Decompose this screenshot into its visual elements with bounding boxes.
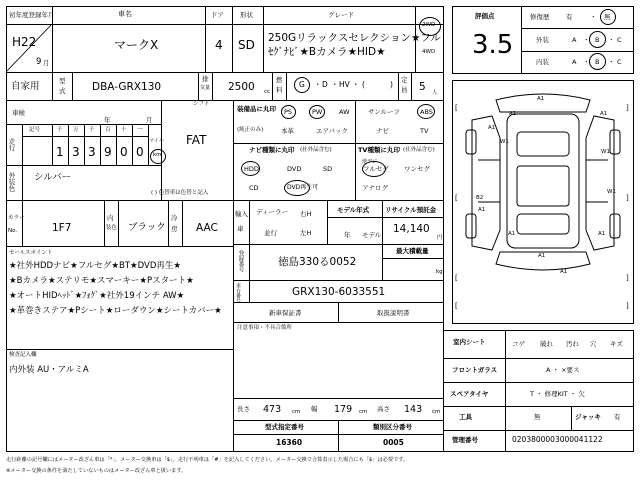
model-label-2: 式 [59, 87, 66, 95]
car-name-label: 車名 [118, 10, 132, 18]
rule [338, 420, 339, 452]
rule [233, 143, 444, 144]
int-c: C [617, 58, 622, 66]
rule [233, 434, 444, 435]
mileage-digit: 0 [120, 145, 128, 159]
use-value: 自家用 [11, 81, 40, 92]
tools-value: 無 [534, 413, 541, 421]
footer-line-2: ※メーター交換の条件を満たしていないものはメーター改ざん車と扱います。 [6, 468, 187, 474]
sales-point-line: ★オートHIDﾍｯﾄﾞ★ﾌｫｸﾞ★社外19インチ AW★ [9, 291, 185, 301]
rule [338, 302, 339, 322]
shape-value: SD [238, 38, 255, 52]
import-rh: 右H [300, 210, 312, 218]
tools-label: 工具 [459, 413, 472, 421]
fuel-label-2: 料 [276, 86, 283, 94]
color-label: カラー [8, 215, 25, 221]
capacity-label-1: 定 [401, 76, 408, 84]
fuel-d: D [322, 80, 328, 89]
inspection-month: 月 [146, 116, 153, 124]
fuel-paren-open: ( [362, 80, 365, 89]
mileage-digit: 3 [72, 145, 80, 159]
diagram-mark: A1 [537, 96, 545, 102]
sales-point-line: ★社外HDDナビ★フルセグ★BT★DVD再生★ [9, 261, 182, 271]
repair-sep: ・ [590, 13, 597, 21]
warranty-label: 新車保証書 [269, 309, 302, 317]
rule [182, 200, 183, 246]
diagram-mark: A1 [598, 231, 606, 237]
rule [411, 72, 412, 100]
rule [233, 100, 234, 452]
digit-label: 百 [105, 127, 111, 133]
category-value: 0005 [383, 438, 404, 447]
jack-label: ジャッキ [575, 413, 601, 421]
door-value: 4 [215, 38, 223, 52]
seat-dirt: 汚れ [566, 340, 579, 348]
rule [6, 200, 233, 201]
digit-label: 一 [137, 127, 143, 133]
length-unit: cm [292, 409, 301, 415]
glass-label: フロントガラス [452, 366, 498, 374]
rule [286, 72, 287, 100]
tv-sub: (社外品含む) [403, 147, 435, 153]
equipment-title: 装備品に丸印 [237, 105, 276, 113]
spare-label: スペアタイヤ [450, 390, 489, 398]
ext-sep: ・ [608, 36, 615, 44]
rule [205, 6, 206, 72]
capacity-unit: 人 [432, 90, 438, 96]
equip-navi: ナビ [376, 127, 389, 135]
import-label-2: 車 [237, 225, 244, 233]
mileage-side-label: 走行 [7, 138, 16, 151]
inspection-label: 車検 [12, 109, 25, 117]
first-reg-label: 初年度登録年月 [9, 11, 55, 19]
rule [355, 100, 356, 200]
spare-value: T ・ 修理KIT ・ 欠 [530, 390, 585, 398]
rule [521, 51, 634, 52]
fuel-g: G [299, 80, 305, 89]
rule [233, 200, 444, 201]
svg-text:[: [ [455, 302, 458, 310]
rule [443, 406, 634, 407]
rule [198, 72, 199, 100]
diagram-mark: A1 [509, 111, 517, 117]
digit-label: 万 [73, 127, 79, 133]
rule [382, 244, 383, 280]
rule [233, 280, 444, 281]
ext-c: C [617, 36, 622, 44]
displacement-value: 2500 [228, 81, 255, 93]
manual-label: 取扱説明書 [377, 309, 410, 317]
drive-2wd: 2WD [422, 22, 436, 28]
rule [6, 349, 233, 350]
length-value: 473 [263, 404, 282, 415]
equip-aw: AW [339, 108, 350, 116]
navi-title: ナビ種類に丸印 [249, 146, 295, 154]
rule [272, 72, 273, 100]
glass-value: A ・ ×要ス [546, 366, 580, 374]
width-value: 179 [334, 404, 353, 415]
tv-oneseg: ワンセグ [404, 165, 430, 173]
rule [571, 406, 572, 430]
import-lh: 左H [300, 229, 312, 237]
rule [132, 124, 133, 165]
diagram-mark: W1 [500, 139, 509, 145]
seat-hole: 穴 [590, 340, 597, 348]
reg-no-value: 徳島330る0052 [278, 256, 357, 268]
model-year-label: モデル年式 [337, 206, 370, 214]
color-label-no: No. [8, 228, 18, 234]
equip-airbag: エアバック [316, 127, 348, 135]
ext-sep: ・ [583, 36, 590, 44]
fuel-label-1: 燃 [276, 76, 283, 84]
rule [505, 330, 506, 452]
inspector-label: 検査記入欄 [9, 352, 37, 358]
ext-b: B [595, 36, 600, 44]
inspection-year: 年 [104, 116, 111, 124]
mileage-digit: 3 [88, 145, 96, 159]
cc-unit: cc [264, 89, 271, 95]
tv-title: TV種類に丸印 [358, 146, 400, 154]
equip-abs: ABS [420, 108, 433, 116]
model-year-year: 年 [344, 231, 351, 239]
disp-label-1: 排 [202, 75, 209, 83]
int-b: B [595, 58, 600, 66]
rule [249, 244, 250, 280]
car-name: マークX [114, 38, 159, 52]
grade-line-2: ｾｸﾞﾅﾋﾞ★Bカメラ★HID★ [268, 46, 386, 58]
chassis-label: 車台番号 [235, 283, 241, 303]
height-label: 高さ [377, 405, 390, 413]
equip-pw: PW [312, 108, 323, 116]
rule [100, 124, 101, 165]
rule [263, 6, 264, 72]
equip-tv: TV [420, 127, 429, 135]
reg-no-label: 登録番号 [237, 250, 244, 272]
rule [52, 124, 53, 165]
seat-label: 室内シート [453, 338, 486, 346]
manage-value: 0203800003000041122 [512, 435, 603, 444]
recycle-unit: 円 [437, 235, 443, 241]
svg-text:]: ] [626, 274, 629, 282]
mileage-digit: 1 [56, 145, 64, 159]
first-reg-month: 9 [36, 57, 42, 67]
rule [443, 358, 634, 359]
digit-label: 千 [89, 127, 95, 133]
exterior-side-label: 外装色 [7, 172, 16, 192]
rule [22, 165, 23, 200]
rating-value: 3.5 [472, 30, 514, 60]
svg-text:[: [ [455, 274, 458, 282]
grade-label: グレード [328, 11, 354, 19]
rule [212, 72, 213, 100]
first-reg-month-unit: 月 [43, 59, 50, 67]
int-a: A [572, 58, 577, 66]
fuel-sep: ・ [352, 80, 360, 89]
int-sep: ・ [583, 58, 590, 66]
rule [249, 280, 250, 302]
fuel-hv: HV [339, 80, 350, 89]
rule [233, 398, 444, 399]
type-spec-label: 型式指定番号 [265, 423, 304, 431]
model-value: DBA-GRX130 [92, 81, 162, 93]
max-load-unit: kg [436, 269, 443, 275]
import-dealer: ディーラー [256, 208, 288, 216]
svg-text:]: ] [626, 302, 629, 310]
tv-fullseg: フルセグ [363, 165, 389, 173]
capacity-label-2: 員 [401, 86, 408, 94]
fuel-sep: ・ [314, 80, 322, 89]
exterior-color-value: シルバー [34, 172, 72, 183]
seat-scratch: キズ [610, 340, 623, 348]
capacity-value: 5 [419, 81, 426, 93]
rule [84, 124, 85, 165]
navi-dvd: DVD [287, 165, 302, 173]
exterior-note: ( ) 色替車は色替と記入 [151, 190, 209, 196]
color-code: 1F7 [52, 222, 72, 234]
svg-text:]: ] [626, 194, 629, 202]
rule [327, 217, 444, 218]
ac-label-1: 冷 [171, 214, 178, 222]
rule [148, 124, 149, 165]
sales-point-label: セールスポイント [9, 250, 53, 256]
height-unit: cm [432, 409, 441, 415]
repair-label: 修復歴 [530, 13, 550, 21]
rule [116, 124, 117, 165]
tv-analog: アナログ [362, 184, 388, 192]
category-label: 類別区分番号 [373, 423, 412, 431]
rule [249, 200, 250, 244]
rule [6, 24, 444, 25]
navi-hdd: HDD [244, 165, 259, 173]
ext-grade-label: 外装 [536, 36, 549, 44]
rule [382, 200, 383, 244]
rule [6, 246, 233, 247]
diagram-mark: A1 [600, 111, 608, 117]
drive-4wd: 4WD [422, 49, 436, 55]
width-unit: cm [359, 409, 368, 415]
rule [232, 6, 233, 72]
repair-no: 無 [604, 13, 611, 21]
diagram-mark: A1 [538, 253, 546, 259]
notes-label: 注意事項・不具合箇所 [237, 325, 293, 331]
first-reg-year: H22 [12, 35, 37, 49]
rule [6, 165, 161, 166]
grade-line-1: 250Gリラックスセレクション★フル [268, 32, 441, 44]
rule [104, 200, 105, 246]
length-label: 長さ [237, 405, 250, 413]
diagram-mark: W1 [607, 189, 616, 195]
ac-label-2: 房 [171, 225, 178, 233]
mileage-unit-km: km [153, 152, 162, 158]
rule [68, 124, 69, 165]
rule [22, 200, 23, 246]
diagram-mark: A1 [560, 269, 568, 275]
diagram-mark: B2 [476, 195, 484, 201]
rule [521, 6, 522, 74]
navi-cd: CD [249, 184, 259, 192]
svg-text:]: ] [626, 104, 629, 112]
recycle-label: リサイクル預託金 [385, 206, 437, 214]
manage-label: 管理番号 [452, 436, 478, 444]
int-sep: ・ [608, 58, 615, 66]
diagram-mark: W1 [601, 149, 610, 155]
mileage-unit-mile: マイル [149, 138, 164, 144]
rule [22, 136, 148, 137]
rule [22, 124, 23, 165]
footer-line-1: 走行距離の記号欄にはメーター改ざん車は「*」、メーター交換車は「$」、走行不明車は「#」を記入してください。メーター交換で合算表示した場合にも「$」は必要です。 [6, 457, 409, 463]
svg-text:[: [ [455, 194, 458, 202]
type-spec-value: 16360 [276, 438, 303, 447]
mileage-digit: 0 [136, 145, 144, 159]
repair-yes: 有 [566, 13, 573, 21]
model-year-model: モデル [362, 231, 382, 239]
interior-label-2: 装色 [106, 225, 118, 231]
digit-label: 十 [121, 127, 127, 133]
rule [382, 258, 444, 259]
int-grade-label: 内装 [536, 58, 549, 66]
seat-tear: 破れ [540, 340, 553, 348]
diagram-mark: A1 [478, 207, 486, 213]
rule [398, 72, 399, 100]
rule [52, 72, 53, 100]
navi-sub: (社外品含む) [300, 147, 332, 153]
interior-color: ブラック [128, 222, 166, 233]
equip-ps: PS [284, 108, 293, 116]
mileage-digit: 9 [104, 145, 112, 159]
sales-point-line: ★革巻きステア★Pシート★ローダウン★シートカバー★ [9, 306, 222, 316]
door-label: ドア [211, 11, 224, 19]
shift-label: シフト [193, 101, 210, 107]
rule [327, 200, 328, 244]
shape-label: 形状 [240, 11, 253, 19]
mileage-prefix-label: 記号 [29, 127, 41, 133]
fuel-paren-close: ) [390, 80, 393, 89]
digit-label: 千 [57, 127, 63, 133]
seat-burn: コゲ [512, 340, 525, 348]
rating-label: 評価点 [475, 12, 495, 20]
shift-value: FAT [186, 133, 207, 147]
import-parallel: 並行 [264, 229, 277, 237]
diagram-mark: A1 [488, 125, 496, 131]
navi-dvd-play: DVD再生可 [287, 184, 319, 191]
fuel-sep: ・ [331, 80, 339, 89]
rule [168, 200, 169, 246]
rule [443, 382, 634, 383]
recycle-value: 14,140 [393, 223, 430, 235]
rule [72, 72, 73, 100]
rule [6, 100, 444, 101]
tv-digital: 地デジ [362, 159, 377, 165]
max-load-label: 最大積載量 [396, 247, 429, 255]
equip-leather: 本革 [281, 127, 294, 135]
sales-point-line: ★Bカメラ★ステリモ★スマーキー★Pスタート★ [9, 276, 194, 286]
import-label-1: 輸入 [235, 210, 248, 218]
jack-value: 有 [614, 413, 621, 421]
disp-label-2: 気量 [200, 85, 211, 91]
navi-sd: SD [323, 165, 333, 173]
rule [233, 244, 444, 245]
ext-a: A [572, 36, 577, 44]
diagram-mark: A1 [508, 231, 516, 237]
rule [443, 430, 634, 431]
width-label: 幅 [311, 405, 318, 413]
equip-sunroof: サンルーフ [368, 108, 400, 116]
inspector-line: 内外装 AU・アルミA [9, 365, 89, 375]
chassis-value: GRX130-6033551 [292, 286, 386, 298]
model-label-1: 型 [59, 77, 66, 85]
interior-label-1: 内 [107, 214, 114, 222]
equipment-sub: (純正のみ) [237, 127, 264, 133]
rule [118, 200, 119, 246]
height-value: 143 [404, 404, 423, 415]
rule [233, 322, 444, 323]
rule [521, 28, 634, 29]
ac-value: AAC [196, 222, 218, 234]
svg-text:[: [ [455, 104, 458, 112]
